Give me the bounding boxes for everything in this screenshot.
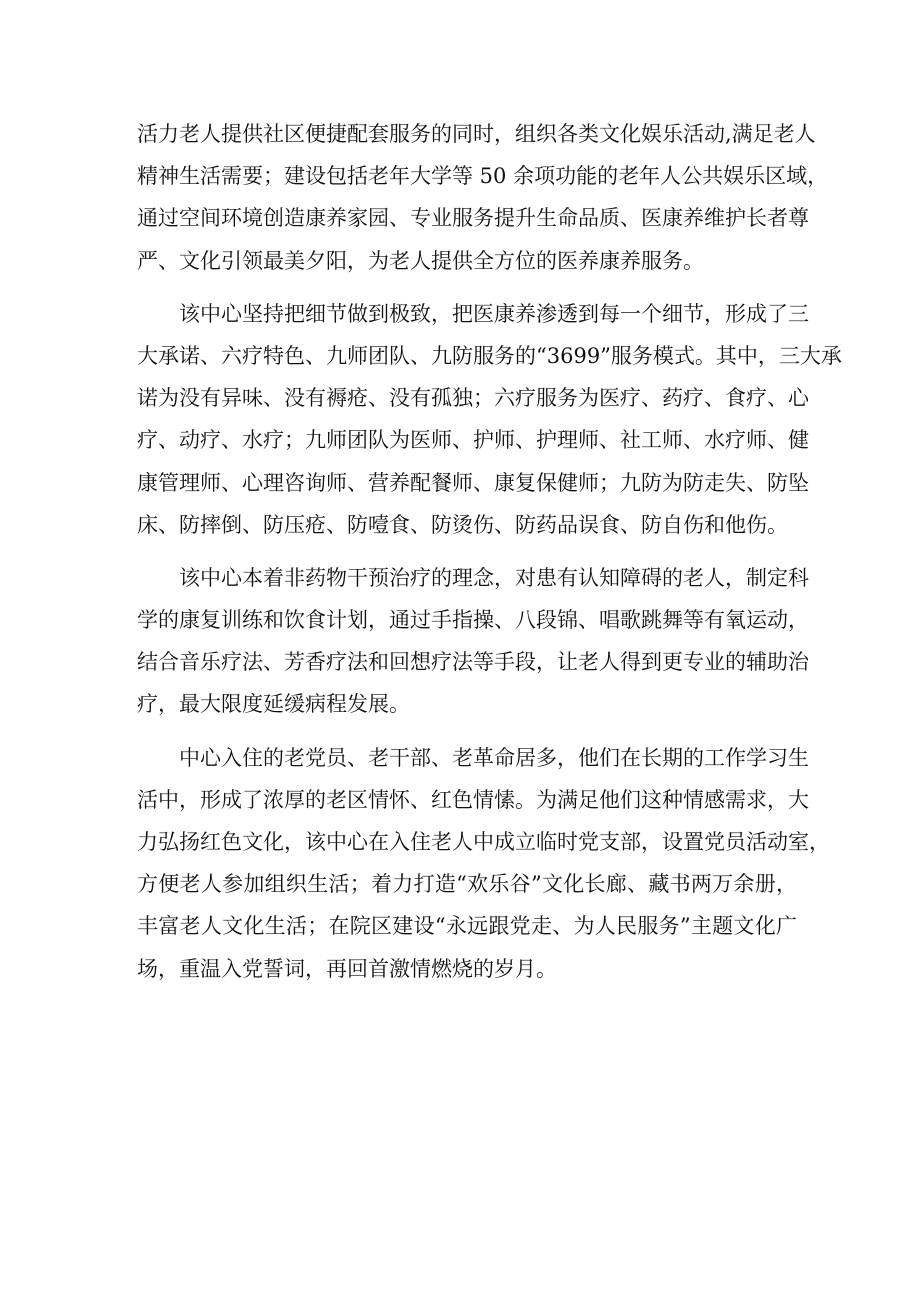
text-line: 活力老人提供社区便捷配套服务的同时，组织各类文化娱乐活动,满足老人 [137,122,816,146]
text-line: 中心入住的老党员、老干部、老革命居多，他们在长期的工作学习生 [179,745,809,770]
text-line: 结合音乐疗法、芳香疗法和回想疗法等手段，让老人得到更专业的辅助治 [137,650,809,675]
text-line: 康管理师、心理咨询师、营养配餐师、康复保健师；九防为防走失、防坠 [137,470,809,495]
text-line: 床、防摔倒、防压疮、防噎食、防烫伤、防药品误食、防自伤和他伤。 [137,512,788,537]
paragraph [137,293,842,546]
text-line: 场，重温入党誓词，再回首激情燃烧的岁月。 [137,956,557,981]
text-line: 大承诺、六疗特色、九师团队、九防服务的“3699”服务模式。其中，三大承 [137,343,842,368]
paragraph [137,737,830,990]
text-line: 学的康复训练和饮食计划，通过手指操、八段锦、唱歌跳舞等有氧运动， [137,608,809,633]
text-line: 疗，最大限度延缓病程发展。 [137,692,410,717]
text-line: 丰富老人文化生活；在院区建设“永远跟党走、为人民服务”主题文化广 [137,914,797,939]
text-line: 该中心坚持把细节做到极致，把医康养渗透到每一个细节，形成了三 [179,301,809,326]
text-line: 精神生活需要；建设包括老年大学等 50 余项功能的老年人公共娱乐区域， [137,164,829,189]
text-line: 方便老人参加组织生活；着力打造“欢乐谷”文化长廊、藏书两万余册， [137,872,797,897]
text-line: 该中心本着非药物干预治疗的理念，对患有认知障碍的老人，制定科 [179,565,809,590]
text-line: 严、文化引领最美夕阳，为老人提供全方位的医养康养服务。 [137,248,704,273]
paragraph [137,557,809,726]
text-line: 通过空间环境创造康养家园、专业服务提升生命品质、医康养维护长者尊 [137,206,809,231]
text-line: 疗、动疗、水疗；九师团队为医师、护师、护理师、社工师、水疗师、健 [137,428,809,453]
document-body [137,113,842,990]
text-line: 诺为没有异味、没有褥疮、没有孤独；六疗服务为医疗、药疗、食疗、心 [137,386,809,411]
text-line: 活中，形成了浓厚的老区情怀、红色情愫。为满足他们这种情感需求，大 [137,787,809,812]
paragraph [137,113,829,282]
text-line: 力弘扬红色文化，该中心在入住老人中成立临时党支部，设置党员活动室， [137,830,830,854]
